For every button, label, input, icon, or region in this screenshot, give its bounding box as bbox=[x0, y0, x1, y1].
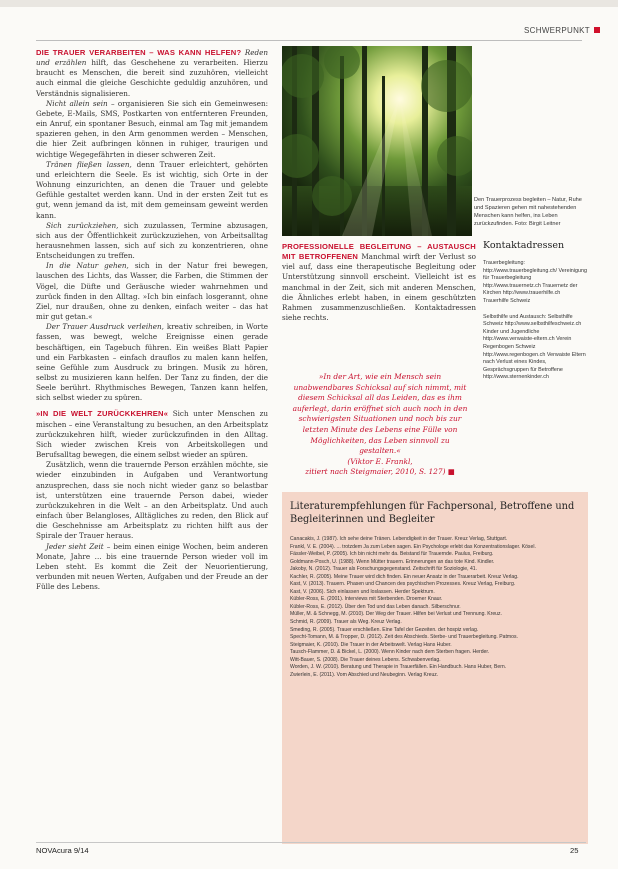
page-number: 25 bbox=[570, 846, 579, 855]
literature-item: Kast, V. (2013). Trauern. Phasen und Chancen des psychischen Prozesses. Kreuz Verlag, Freiburg. bbox=[290, 581, 516, 588]
contact-group: Trauerbegleitung: http://www.trauerbegleitung.ch/ Vereinigung für Trauerbegleitung http://www.trauernetz.ch Trauernetz der Kirchen http://www.trauerhilfe.ch Trauerhilfe Schweiz bbox=[483, 260, 587, 304]
footer-magazine: NOVAcura 9/14 bbox=[36, 846, 89, 855]
contact-group: Selbsthilfe und Austausch: Selbsthilfe Schweiz http://www.selbsthilfeschweiz.ch Kinder und Jugendliche http://www.verwaiste-eltern.ch Verein Regenbogen Schweiz http://www.regenbogen.ch Verwaiste Eltern nach Verlust eines Kindes, Gesprächsgruppen für Betroffene http://www.sternenkinder.ch bbox=[483, 313, 586, 381]
literature-item: Frankl, V. E. (2004). ... trotzdem Ja zum Leben sagen. Ein Psychologe erlebt das Konzentrationslager. Kösel. bbox=[290, 543, 536, 550]
paragraph-nature: sich in der Natur frei bewegen, lauschen des Lichts, das Wasser, die Farben, die Stimmen der Vögel, die Düfte und Geräusche wieder wahrnehmen und zurück finden in den Alltag. »Ich bin einfach losgerannt, ohne Ziel, nur draußen, ohne zu denken, einfach weiter – das hat mir gut getan.« bbox=[36, 261, 268, 322]
top-rule bbox=[36, 40, 582, 41]
heading-return: »IN DIE WELT ZURÜCKKEHREN« bbox=[36, 409, 169, 419]
literature-item: Kübler-Ross, E. (2001). Interviews mit Sterbenden. Droemer Knaur. bbox=[290, 596, 443, 603]
literature-item: Jakoby, N. (2012). Trauer als Forschungsgegenstand. Zeitschrift für Soziologie, 41. bbox=[290, 566, 478, 573]
main-column bbox=[36, 48, 268, 848]
contact-title: Kontaktadressen bbox=[483, 240, 565, 251]
quote-source: zitiert nach Steigmaier, 2010, S. 127) bbox=[305, 467, 446, 477]
forest-photo bbox=[282, 46, 472, 236]
pull-quote bbox=[290, 372, 470, 478]
footer-rule bbox=[36, 842, 586, 843]
heading-grief: DIE TRAUER VERARBEITEN – WAS KANN HELFEN? bbox=[36, 48, 242, 57]
literature-item: Kachler, R. (2005). Meine Trauer wird dich finden. Ein neuer Ansatz in der Trauerarbeit. Kreuz Verlag. bbox=[290, 573, 519, 580]
em-withdraw: Sich zurückziehen, bbox=[46, 220, 119, 230]
paragraph-withdraw: sich zuzulassen, Termine abzusagen, sich aus der Öffentlichkeit zurückzuziehen, von Arbeitsalltag herausnehmen lassen, sich auf sich zu konzentrieren, ohne Entscheidungen zu treffen. bbox=[36, 220, 268, 261]
literature-item: Smeding, R. (2005). Trauer erschließen. Eine Tafel der Gezeiten. der hospiz verlag. bbox=[290, 626, 479, 633]
literature-item: Schmid, R. (2009). Trauer als Weg. Kreuz Verlag. bbox=[290, 619, 402, 626]
literature-item: Fässler-Weibel, P. (2005). Ich bin nicht mehr da. Beistand für Trauernde. Paulus, Freiburg. bbox=[290, 551, 494, 558]
literature-item: Witt-Bauer, S. (2008). Die Trauer deines Lebens. Schwabenverlag. bbox=[290, 656, 441, 663]
paragraph-talk: hilft, das Geschehene zu verarbeiten. Hierzu braucht es Menschen, die bereit sind zuzuhören, vielleicht auch einmal die gleiche Geschichte geduldig anzuhören, und Verständnis signalisieren. bbox=[36, 58, 268, 98]
paragraph-support: Zusätzlich, wenn die trauernde Person erzählen möchte, sie wieder einzubinden in Aufgaben und Verantwortung anzusprechen, dass sie noch nicht wieder ganz so belastbar ist, unterstützen eine trauernde Person dabei, wieder zurückzukehren in die Welt – an den Arbeitsplatz. Und auch einfach über Belangloses, Alltägliches zu reden, den Blick auf die Geschehnisse am Arbeitsplatz zu richten hilft aus der Spirale der Trauer heraus. bbox=[36, 460, 268, 541]
literature-item: Goldmann-Posch, U. (1988). Wenn Mütter trauern. Erinnerungen an das tote Kind. Kindler. bbox=[290, 558, 495, 565]
forest-image-svg bbox=[282, 46, 472, 236]
contact-box bbox=[483, 240, 587, 390]
paragraph-professional: Manchmal wirft der Verlust so viel auf, dass eine therapeutische Begleitung oder Unterstützung sinnvoll erscheint. Vielleicht ist es manchmal in der Zeit, sich mit anderen Menschen, die Ähnliches erlebt haben, in einem geschützten Rahmen zusammenzuschließen. Kontaktadressen siehe rechts. bbox=[282, 252, 476, 323]
paragraph-expression: kreativ schreiben, in Worte fassen, was bewegt, welche Ereignisse einen gerade beschäftigen, ein Tagebuch führen. Ein weißes Blatt Papier und ein Farbkasten – einfach drauflos zu malen kann helfen, seine Gefühle zum Ausdruck zu bringen. Musik zu hören, selbst zu musizieren kann helfen. Der Tanz zu finden, der die Seele berührt. Rhythmisches Bewegen, Tanzen kann helfen, sich selbst wieder zu spüren. bbox=[36, 322, 268, 403]
literature-item: Zwierlein, E. (2011). Vom Abschied und Neubeginn. Verlag Kreuz. bbox=[290, 671, 439, 678]
paragraph-tears: denn Trauer erleichtert, gehörten und erleichtern die Seele. Es ist wichtig, sich Orte in der Wohnung einzurichten, an denen die Trauer und gelebte Gefühle gestaltet werden kann. Und in der ersten Zeit tut es gut, wenn jemand da ist, mit dem gemeinsam geweint werden kann. bbox=[36, 159, 268, 220]
literature-item: Tausch-Flammer, D. & Bickel, L. (2000). Wenn Kinder nach dem Sterben fragen. Herder. bbox=[290, 649, 490, 656]
quote-author: (Viktor E. Frankl, bbox=[347, 456, 413, 466]
literature-item: Kübler-Ross, E. (2012). Über den Tod und das Leben danach. Silberschnur. bbox=[290, 603, 461, 610]
section-label-text: SCHWERPUNKT bbox=[524, 26, 590, 35]
quote-text: »In der Art, wie ein Mensch sein unabwendbares Schicksal auf sich nimmt, mit diesem Schicksal all das Leiden, das es ihm auferlegt, darin eröffnet sich auch noch in den schwierigsten Situationen und noch bis zur letzten Minute des Lebens eine Fülle von Möglichkeiten, das Leben sinnvoll zu gestalten.« bbox=[292, 372, 468, 456]
literature-item: Specht-Tomann, M. & Tropper, D. (2012). Zeit des Abschieds. Sterbe- und Trauerbegleitung. Patmos. bbox=[290, 634, 518, 641]
heading-professional: PROFESSIONELLE BEGLEITUNG – AUSTAUSCH MIT BETROFFENEN bbox=[282, 242, 476, 262]
em-talk: Reden und erzählen bbox=[36, 48, 268, 68]
section-label bbox=[524, 26, 600, 35]
literature-item: Worden, J. W. (2010). Beratung und Therapie in Trauerfällen. Ein Handbuch. Hans Huber, Bern. bbox=[290, 664, 507, 671]
literature-item: Kast, V. (2006). Sich einlassen und loslassen. Herder Spektrum. bbox=[290, 588, 435, 595]
literature-item: Steigmaier, K. (2010). Die Trauer in der Arbeitswelt. Verlag Hans Huber. bbox=[290, 641, 452, 648]
paragraph-return: Sich unter Menschen zu mischen – eine Veranstaltung zu besuchen, an den Arbeitsplatz zurückzukehren hilft, wieder zurückzufinden in den Alltag. Sich wieder zwischen Kreis von Arbeitskollegen und Berufsalltag bewegen, die einem selbst wieder an spüren. bbox=[36, 409, 268, 460]
photo-caption: Den Trauerprozess begleiten – Natur, Ruhe und Spazieren gehen mit nahestehenden Menschen kann helfen, ins Leben zurückzufinden. Foto: Birgit Leitner bbox=[474, 197, 582, 227]
em-expression: Der Trauer Ausdruck verleihen, bbox=[46, 322, 164, 332]
literature-box bbox=[282, 492, 588, 844]
literature-title: Literaturempfehlungen für Fachpersonal, Betroffene und Begleiterinnen und Begleiter bbox=[290, 501, 575, 525]
literature-list bbox=[290, 536, 584, 679]
em-time: Jeder sieht Zeit – bbox=[46, 541, 111, 551]
red-square-icon bbox=[594, 27, 600, 33]
em-not-alone: Nicht allein sein bbox=[46, 98, 108, 108]
paragraph-time: beim einen einige Wochen, beim anderen Monate, Jahre ... bis eine trauernde Person wieder voll im Leben steht. Es kommt die Zeit der Neuorientierung, verbunden mit neuen Werten, Aufgaben und der Freude an der Fülle des Lebens. bbox=[36, 541, 268, 592]
literature-item: Müller, M. & Schnegg, M. (2010). Der Weg der Trauer. Hilfen bei Verlust und Trennung. Kreuz. bbox=[290, 611, 502, 618]
end-square-icon: ■ bbox=[447, 467, 455, 477]
top-edge-band bbox=[0, 0, 618, 7]
em-nature: In die Natur gehen, bbox=[46, 261, 129, 271]
paragraph-not-alone: – organisieren Sie sich ein Gemeinwesen: Gebete, E-Mails, SMS, Postkarten von entfernteren Freunden, ein Anruf, ein spontaner Besuch, einmal am Tag mit jemandem spazieren gehen, in den Arm genommen werden – Menschen, die hier Zeit aufbringen können in ruhiger, traurigen und wichtige Wegegefährten in dieser schweren Zeit. bbox=[36, 98, 268, 159]
second-column bbox=[282, 242, 476, 323]
em-tears: Tränen fließen lassen, bbox=[46, 159, 132, 169]
literature-item: Canacakis, J. (1987). Ich sehe deine Tränen. Lebendigkeit in der Trauer. Kreuz Verlag, Stuttgart. bbox=[290, 536, 508, 542]
